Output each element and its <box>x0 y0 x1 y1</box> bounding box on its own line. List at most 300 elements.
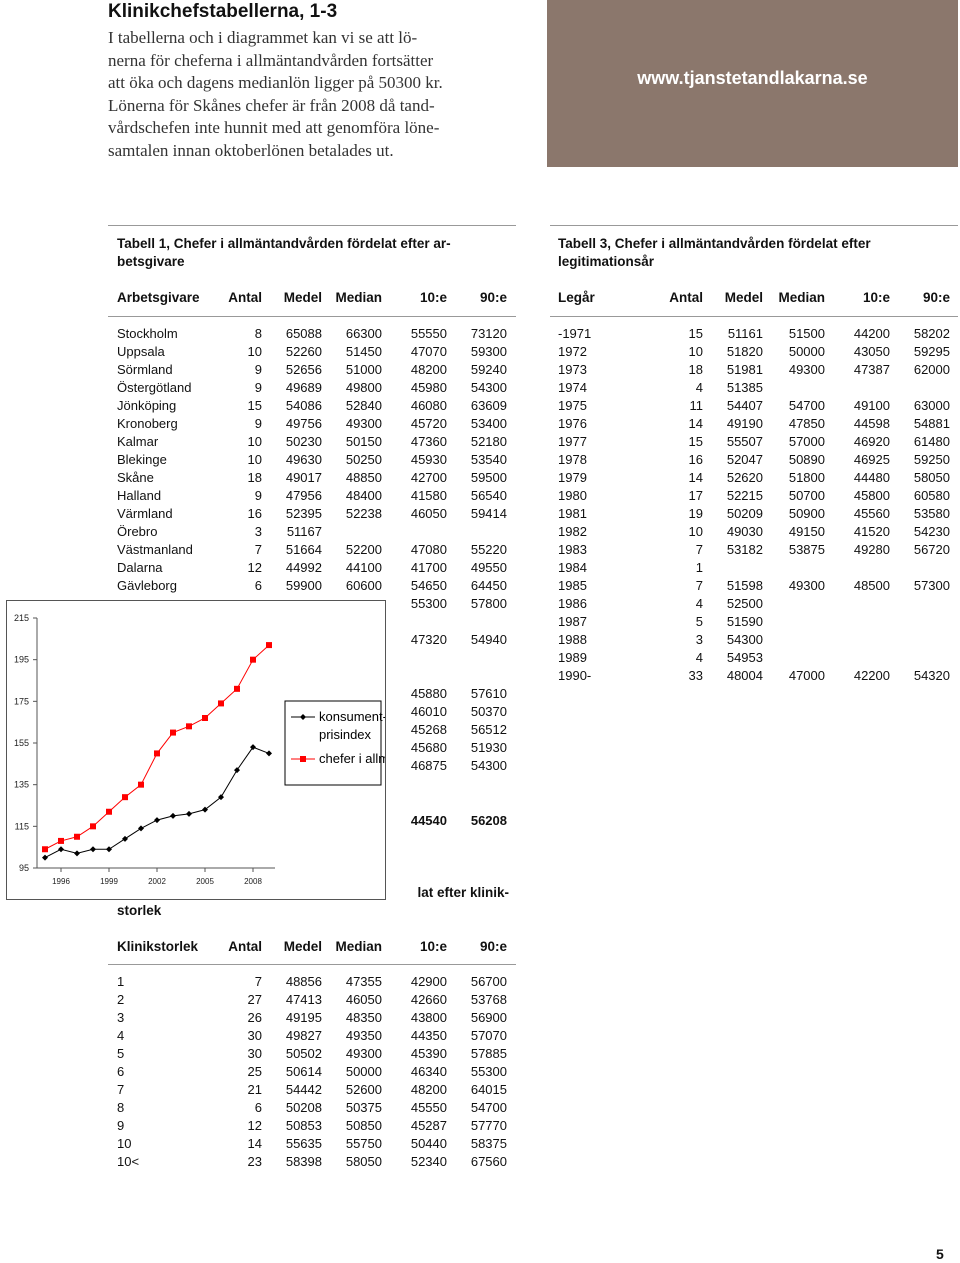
col-label: Stockholm <box>117 326 178 341</box>
table-row <box>558 506 950 524</box>
col-median: 55750 <box>345 1136 382 1151</box>
col-medel: 50853 <box>285 1118 322 1133</box>
col-p90: 54881 <box>913 416 950 431</box>
col-median: 58050 <box>345 1154 382 1169</box>
col-antal: 16 <box>247 506 262 521</box>
table-row <box>117 326 507 344</box>
x-tick-label: 2005 <box>196 877 214 886</box>
col-p90: 59414 <box>470 506 507 521</box>
legend-kpi-label: prisindex <box>319 727 372 742</box>
col-medel: 49195 <box>285 1010 322 1025</box>
col-antal: 25 <box>247 1064 262 1079</box>
table-row <box>558 668 950 686</box>
col-label: Örebro <box>117 524 158 539</box>
col-medel: 49827 <box>285 1028 322 1043</box>
col-p10: 45390 <box>410 1046 447 1061</box>
table-row <box>117 362 507 380</box>
col-medel: 49190 <box>726 416 763 431</box>
col-median: 50890 <box>788 452 825 467</box>
col-p10: 46010 <box>410 704 447 719</box>
col-p90: 57885 <box>470 1046 507 1061</box>
col-label: 7 <box>117 1082 125 1097</box>
col-median: 50150 <box>345 434 382 449</box>
col-antal: 9 <box>254 362 262 377</box>
col-label: Skåne <box>117 470 154 485</box>
table-row <box>558 578 950 596</box>
table3-header-rule <box>550 316 958 317</box>
table-row <box>558 380 950 398</box>
col-label: 1976 <box>558 416 587 431</box>
col-label: 1978 <box>558 452 587 467</box>
intro-line: vårdschefen inte hunnit med att genomföra löne- <box>108 118 440 138</box>
col-label: 1987 <box>558 614 587 629</box>
table-row <box>558 632 950 650</box>
col-label: Dalarna <box>117 560 163 575</box>
col-medel: 54300 <box>726 632 763 647</box>
table-row <box>117 398 507 416</box>
col-antal: 23 <box>247 1154 262 1169</box>
col-median: 51500 <box>788 326 825 341</box>
col-medel: 51161 <box>727 326 763 341</box>
col-p90: 60580 <box>913 488 950 503</box>
col-p10: 49280 <box>853 542 890 557</box>
col-label: 3 <box>117 1010 125 1025</box>
col-label: 6 <box>117 1064 125 1079</box>
col-p90: 67560 <box>470 1154 507 1169</box>
col-p10: 47080 <box>410 542 447 557</box>
chefer-point <box>106 809 112 815</box>
col-label: -1971 <box>558 326 592 341</box>
col-median: 48850 <box>345 470 382 485</box>
kpi-point <box>170 813 176 819</box>
col-label: Uppsala <box>117 344 165 359</box>
col-antal: 30 <box>247 1046 262 1061</box>
col-p10: 48200 <box>410 1082 447 1097</box>
col-label: Halland <box>117 488 162 503</box>
table1-title: Tabell 1, Chefer i allmäntandvården fördelat efter ar- betsgivare <box>117 236 451 269</box>
kpi-point <box>106 846 112 852</box>
table-row <box>117 1046 507 1064</box>
col-medel: Medel <box>724 290 763 305</box>
table-row <box>117 524 507 542</box>
table-row <box>117 1100 507 1118</box>
col-p90: 54700 <box>470 1100 507 1115</box>
col-p90: 59500 <box>470 470 507 485</box>
col-antal: 6 <box>254 578 262 593</box>
col-medel: 52620 <box>726 470 763 485</box>
kpi-point <box>58 846 64 852</box>
col-medel: 51820 <box>726 344 763 359</box>
col-median: 48400 <box>345 488 382 503</box>
col-antal: 4 <box>695 596 703 611</box>
col-p10: 45800 <box>853 488 890 503</box>
col-antal: 15 <box>688 434 703 449</box>
legend-chefer-label: chefer i allm <box>319 751 385 766</box>
col-median: 54700 <box>788 398 825 413</box>
col-p10: 45980 <box>410 380 447 395</box>
col-median: 53875 <box>788 542 825 557</box>
col-medel: Medel <box>283 939 322 954</box>
col-p10: 45560 <box>853 506 890 521</box>
col-antal: 10 <box>688 524 703 539</box>
col-medel: 52500 <box>726 596 763 611</box>
col-antal: 14 <box>688 470 703 485</box>
col-p90: 53580 <box>913 506 950 521</box>
col-label: 1980 <box>558 488 587 503</box>
col-p90: 57610 <box>470 686 507 701</box>
col-antal: 3 <box>695 632 703 647</box>
chefer-point <box>138 782 144 788</box>
col-label: 1989 <box>558 650 587 665</box>
col-median: 49300 <box>345 416 382 431</box>
col-p10: 45550 <box>410 1100 447 1115</box>
col-median: 66300 <box>345 326 382 341</box>
col-label: 1982 <box>558 524 587 539</box>
col-p90: 53768 <box>470 992 507 1007</box>
header-row <box>117 939 507 957</box>
col-median: 50000 <box>345 1064 382 1079</box>
col-medel: 54442 <box>285 1082 322 1097</box>
col-medel: 50230 <box>285 434 322 449</box>
table-row <box>117 506 507 524</box>
col-p90: 58375 <box>470 1136 507 1151</box>
col-antal: 17 <box>688 488 703 503</box>
col-p90: 56208 <box>470 813 507 828</box>
intro-line: att öka och dagens medianlön ligger på 50300 kr. <box>108 73 443 93</box>
col-antal: 16 <box>688 452 703 467</box>
col-label: 9 <box>117 1118 125 1133</box>
col-antal: 15 <box>247 398 262 413</box>
col-p10: 42900 <box>410 974 447 989</box>
table-row <box>558 362 950 380</box>
table-row <box>558 614 950 632</box>
col-p10: 42660 <box>410 992 447 1007</box>
legend-kpi-label: konsument- <box>319 709 385 724</box>
table-row <box>558 524 950 542</box>
col-label: 1985 <box>558 578 587 593</box>
col-p90: 57070 <box>470 1028 507 1043</box>
col-label: Västmanland <box>117 542 193 557</box>
col-p10: 41520 <box>853 524 890 539</box>
col-p10: 46050 <box>410 506 447 521</box>
col-p10: 45268 <box>410 722 447 737</box>
col-median: 50375 <box>345 1100 382 1115</box>
col-antal: 7 <box>695 542 703 557</box>
col-label: 1988 <box>558 632 587 647</box>
col-median: 50700 <box>788 488 825 503</box>
col-median: 49300 <box>345 1046 382 1061</box>
table-row <box>117 452 507 470</box>
col-median: 47850 <box>788 416 825 431</box>
col-antal: 8 <box>254 326 262 341</box>
col-p90: 49550 <box>470 560 507 575</box>
table3-top-rule <box>550 225 958 226</box>
col-median: 49300 <box>788 362 825 377</box>
table2-body <box>117 974 507 1172</box>
col-medel: 50209 <box>726 506 763 521</box>
col-medel: 52215 <box>726 488 763 503</box>
col-p10: 46340 <box>410 1064 447 1079</box>
table-row <box>117 992 507 1010</box>
col-p10: 45930 <box>410 452 447 467</box>
col-p10: 44200 <box>853 326 890 341</box>
col-median: 57000 <box>788 434 825 449</box>
col-p10: 42700 <box>410 470 447 485</box>
col-medel: 49630 <box>285 452 322 467</box>
y-tick-label: 195 <box>13 654 29 665</box>
chefer-point <box>186 723 192 729</box>
col-p10: 46080 <box>410 398 447 413</box>
col-antal: 21 <box>247 1082 262 1097</box>
table-row <box>117 560 507 578</box>
website-banner <box>547 0 958 167</box>
col-p90: 56900 <box>470 1010 507 1025</box>
col-label: 1977 <box>558 434 587 449</box>
table-row <box>117 1118 507 1136</box>
col-medel: 51167 <box>286 524 322 539</box>
chefer-point <box>58 838 64 844</box>
col-p10: 44598 <box>853 416 890 431</box>
col-p90: 57770 <box>470 1118 507 1133</box>
col-p10: 46925 <box>853 452 890 467</box>
table-row <box>558 470 950 488</box>
col-medel: 51385 <box>726 380 763 395</box>
col-antal: 7 <box>254 542 262 557</box>
chefer-point <box>154 750 160 756</box>
col-p10: 49100 <box>853 398 890 413</box>
col-antal: 12 <box>247 560 262 575</box>
table-row <box>117 1028 507 1046</box>
col-antal: 9 <box>254 416 262 431</box>
col-p10: 44480 <box>853 470 890 485</box>
col-p10: 42200 <box>853 668 890 683</box>
x-tick-label: 1996 <box>52 877 70 886</box>
col-medel: 50502 <box>285 1046 322 1061</box>
col-antal: 9 <box>254 488 262 503</box>
page-number: 5 <box>936 1246 944 1262</box>
col-antal: 18 <box>688 362 703 377</box>
col-medel: 48004 <box>726 668 763 683</box>
col-label: 1981 <box>558 506 587 521</box>
table-row <box>558 650 950 668</box>
col-medel: 49030 <box>726 524 763 539</box>
col-antal: 14 <box>688 416 703 431</box>
col-medel: 47413 <box>285 992 322 1007</box>
col-p90: 56700 <box>470 974 507 989</box>
website-url[interactable]: www.tjanstetandlakarna.se <box>637 68 868 88</box>
col-p10: 44350 <box>410 1028 447 1043</box>
col-label: Arbetsgivare <box>117 290 200 305</box>
table1-body <box>117 326 507 596</box>
col-antal: 15 <box>688 326 703 341</box>
col-median: 51450 <box>345 344 382 359</box>
col-antal: 27 <box>247 992 262 1007</box>
col-p10: 55550 <box>410 326 447 341</box>
col-p90: 55220 <box>470 542 507 557</box>
col-medel: Medel <box>283 290 322 305</box>
col-p90: 59300 <box>470 344 507 359</box>
chefer-point <box>250 657 256 663</box>
chefer-point <box>218 700 224 706</box>
col-median: 48350 <box>345 1010 382 1025</box>
col-p90: 73120 <box>470 326 507 341</box>
table2-title: lat efter klinik- storlek <box>117 885 509 918</box>
col-label: 1 <box>117 974 125 989</box>
col-p90: 57300 <box>913 578 950 593</box>
kpi-point <box>186 811 192 817</box>
table-row <box>558 488 950 506</box>
table3-title: Tabell 3, Chefer i allmäntandvården fördelat efter legitimationsår <box>558 236 871 269</box>
col-p90: 63609 <box>470 398 507 413</box>
col-medel: 48856 <box>285 974 322 989</box>
legend-chefer-marker <box>300 756 306 762</box>
table-row <box>558 434 950 452</box>
col-label: 1975 <box>558 398 587 413</box>
col-antal: Antal <box>669 290 703 305</box>
col-p10: 47070 <box>410 344 447 359</box>
col-antal: 26 <box>247 1010 262 1025</box>
y-tick-label: 215 <box>13 613 29 623</box>
col-medel: 50614 <box>285 1064 322 1079</box>
col-p90: 54320 <box>913 668 950 683</box>
chefer-point <box>234 686 240 692</box>
col-antal: 4 <box>695 380 703 395</box>
kpi-point <box>250 744 256 750</box>
col-p90: 52180 <box>470 434 507 449</box>
header-row <box>558 290 950 308</box>
col-median: 52238 <box>345 506 382 521</box>
chefer-point <box>122 794 128 800</box>
col-label: Blekinge <box>117 452 167 467</box>
col-antal: 7 <box>254 974 262 989</box>
col-median: 52200 <box>345 542 382 557</box>
table-row <box>558 344 950 362</box>
col-p10: 50440 <box>410 1136 447 1151</box>
col-p10: 47320 <box>410 632 447 647</box>
kpi-point <box>138 825 144 831</box>
col-antal: 11 <box>689 398 703 413</box>
col-antal: 5 <box>695 614 703 629</box>
col-median: Median <box>335 290 382 305</box>
col-median: Median <box>335 939 382 954</box>
col-p10: 52340 <box>410 1154 447 1169</box>
table1-header <box>117 290 507 308</box>
col-medel: 51664 <box>285 542 322 557</box>
col-antal: 14 <box>247 1136 262 1151</box>
col-antal: 6 <box>254 1100 262 1115</box>
chefer-point <box>90 823 96 829</box>
table2-header <box>117 939 507 957</box>
table-row <box>117 470 507 488</box>
col-median: 49350 <box>345 1028 382 1043</box>
col-p90: 56512 <box>470 722 507 737</box>
kpi-point <box>234 767 240 773</box>
col-p90: 58202 <box>913 326 950 341</box>
col-medel: 50208 <box>285 1100 322 1115</box>
series-line-kpi <box>45 747 269 857</box>
col-median: 47000 <box>788 668 825 683</box>
col-label: Östergötland <box>117 380 192 395</box>
table-row <box>117 380 507 398</box>
col-median: 52840 <box>345 398 382 413</box>
col-antal: 10 <box>688 344 703 359</box>
col-p90: 90:e <box>922 290 950 305</box>
col-p90: 50370 <box>470 704 507 719</box>
col-median: 51000 <box>345 362 382 377</box>
table-row <box>117 1082 507 1100</box>
y-tick-label: 175 <box>13 696 29 707</box>
col-median: Median <box>778 290 825 305</box>
col-median: 50850 <box>345 1118 382 1133</box>
kpi-point <box>266 750 272 756</box>
kpi-point <box>154 817 160 823</box>
col-median: 49300 <box>788 578 825 593</box>
col-antal: 18 <box>247 470 262 485</box>
col-medel: 44992 <box>285 560 322 575</box>
col-p90: 55300 <box>470 1064 507 1079</box>
table-row <box>117 1010 507 1028</box>
col-medel: 53182 <box>726 542 763 557</box>
table3-body <box>558 326 950 686</box>
col-antal: 30 <box>247 1028 262 1043</box>
table2-header-rule <box>108 964 516 965</box>
y-tick-label: 95 <box>18 863 29 873</box>
col-label: Kalmar <box>117 434 159 449</box>
col-antal: 3 <box>254 524 262 539</box>
col-label: 1974 <box>558 380 587 395</box>
table-row <box>117 1064 507 1082</box>
col-median: 50000 <box>788 344 825 359</box>
table-row <box>558 416 950 434</box>
col-label: 1986 <box>558 596 587 611</box>
col-p10: 47360 <box>410 434 447 449</box>
col-medel: 54086 <box>285 398 322 413</box>
table-row <box>558 326 950 344</box>
col-p90: 51930 <box>470 740 507 755</box>
col-p90: 61480 <box>913 434 950 449</box>
col-medel: 49017 <box>285 470 322 485</box>
intro-line: nerna för cheferna i allmäntandvården fortsätter <box>108 50 434 70</box>
table-row <box>117 434 507 452</box>
header-row <box>117 290 507 308</box>
col-p90: 53540 <box>470 452 507 467</box>
table-row <box>117 1136 507 1154</box>
col-p10: 10:e <box>862 290 890 305</box>
col-medel: 59900 <box>285 578 322 593</box>
col-label: 5 <box>117 1046 125 1061</box>
col-p90: 62000 <box>913 362 950 377</box>
col-p90: 64015 <box>470 1082 507 1097</box>
col-medel: 49689 <box>285 380 322 395</box>
col-median: 60600 <box>345 578 382 593</box>
col-p90: 90:e <box>479 939 507 954</box>
col-p90: 90:e <box>479 290 507 305</box>
col-antal: Antal <box>228 939 262 954</box>
kpi-point <box>122 836 128 842</box>
table-row <box>117 542 507 560</box>
col-p10: 48500 <box>853 578 890 593</box>
col-median: 52600 <box>345 1082 382 1097</box>
table-row <box>558 560 950 578</box>
col-label: 1984 <box>558 560 587 575</box>
col-label: 4 <box>117 1028 125 1043</box>
col-median: 44100 <box>345 560 382 575</box>
col-antal: 7 <box>695 578 703 593</box>
col-label: 1990- <box>558 668 592 683</box>
col-p10: 44540 <box>410 813 447 828</box>
table3-header <box>558 290 950 308</box>
col-medel: 54953 <box>726 650 763 665</box>
